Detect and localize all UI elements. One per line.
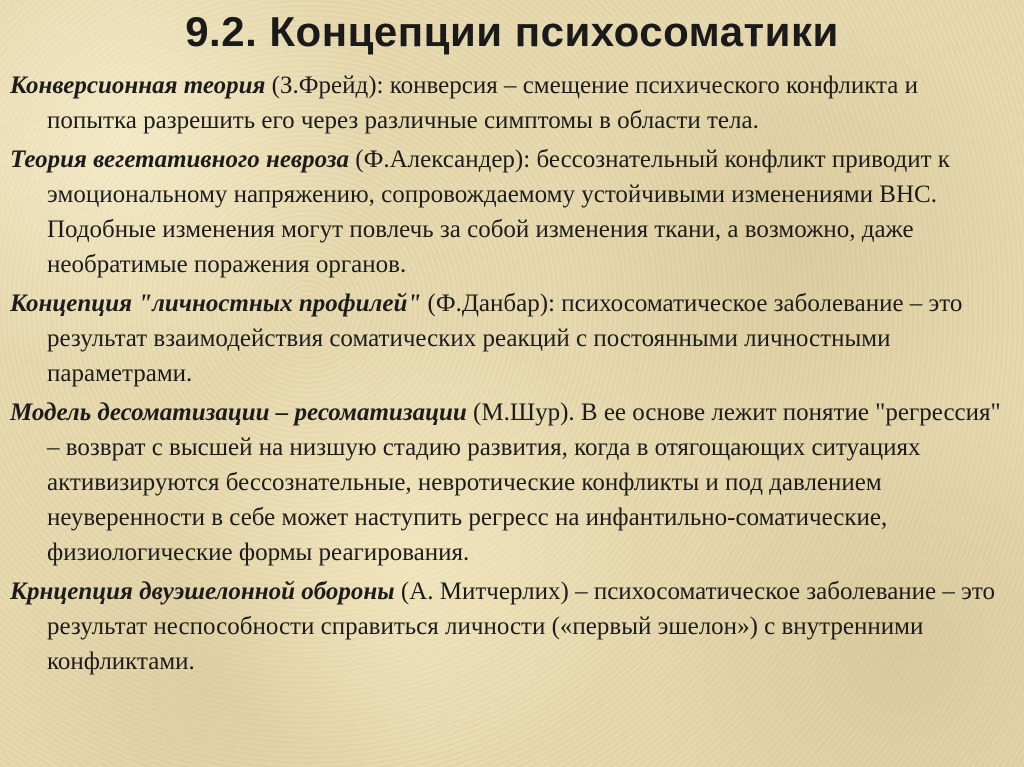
concept-personality-profiles [10,286,1012,391]
concept-description: (Ф.Александер): бессознательный конфликт приводит к эмоциональному напряжению, сопровождаемому устойчивыми изменениями ВНС. Подобные изменения могут повлечь за собой изменения ткани, а возможно, даже необратимые поражения органов. [47,146,950,278]
concept-description: (А. Митчерлих) – психосоматическое заболевание – это результат неспособности справиться личности («первый эшелон») с внутренними конфликтами. [47,578,995,675]
slide-title: 9.2. Концепции психосоматики [185,8,839,55]
concept-term: Концепция "личностных профилей" [10,290,422,317]
concept-description: (Ф.Данбар): психосоматическое заболевание – это результат взаимодействия соматических реакций с постоянными личностными параметрами. [47,290,963,387]
concepts-list [10,68,1012,683]
concept-desomatization [10,395,1012,570]
concept-vegetative-neurosis [10,142,1012,282]
concept-term: Конверсионная теория [10,72,266,99]
concept-description: (З.Фрейд): конверсия – смещение психического конфликта и попытка разрешить его через различные симптомы в области тела. [47,72,919,134]
concept-term: Теория вегетативного невроза [10,146,350,173]
concept-term: Крнцепция двуэшелонной обороны [10,578,395,605]
concept-two-echelon-defense [10,574,1012,679]
concept-description: (М.Шур). В ее основе лежит понятие "регрессия" – возврат с высшей на низшую стадию развития, когда в отягощающих ситуациях активизируются бессознательные, невротические конфликты и под давлением неуверенности в себе может наступить регресс на инфантильно-соматические, физиологические формы реагирования. [47,399,1001,566]
concept-conversion [10,68,1012,138]
concept-term: Модель десоматизации – ресоматизации [10,399,467,426]
